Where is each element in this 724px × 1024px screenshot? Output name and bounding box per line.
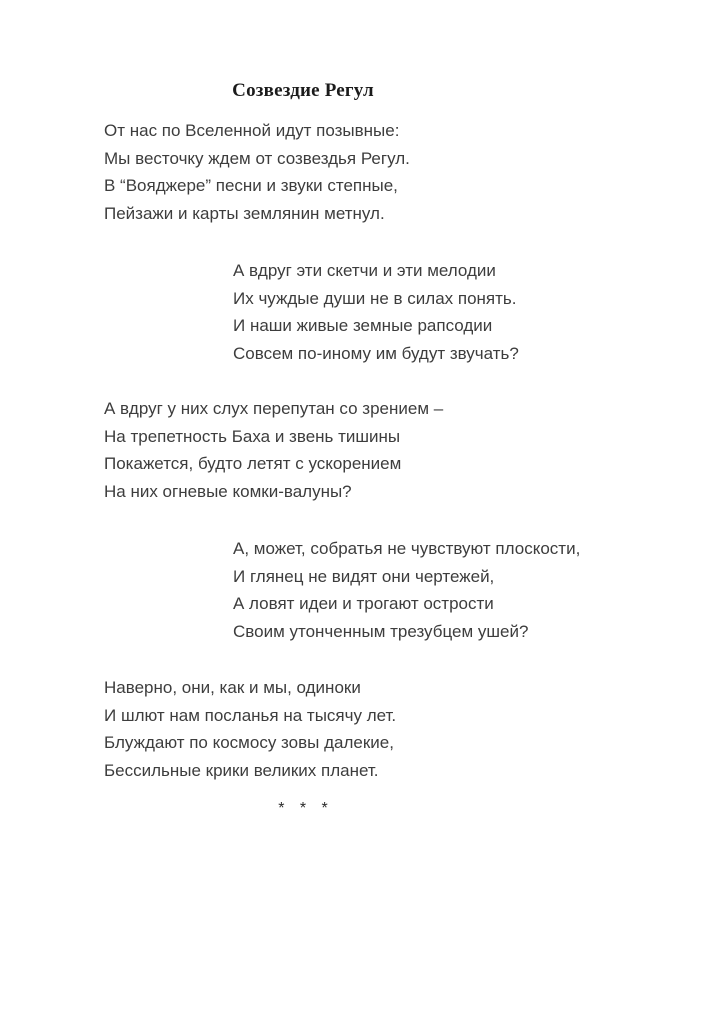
poem-line: На трепетность Баха и звень тишины (104, 426, 401, 446)
poem-stanza-4 (233, 535, 580, 645)
poem-line: А вдруг у них слух перепутан со зрением – (104, 399, 444, 418)
poem-line: Наверно, они, как и мы, одиноки (104, 678, 361, 697)
poem-line: Блуждают по космосу зовы далекие, (104, 733, 394, 752)
poem-stanza-2 (233, 257, 519, 367)
poem-line: А, может, собратья не чувствуют плоскости, (233, 539, 581, 558)
poem-line: Покажется, будто летят с ускорением (104, 454, 402, 473)
poem-line: В “Вояджере” песни и звуки степные, (104, 176, 398, 195)
poem-line: И наши живые земные рапсодии (233, 316, 493, 335)
poem-line: Совсем по-иному им будут звучать? (233, 343, 519, 363)
poem-line: И шлют нам посланья на тысячу лет. (104, 705, 397, 725)
poem-line: И глянец не видят они чертежей, (233, 566, 495, 586)
poem-stanza-3 (104, 395, 443, 505)
poem-line: Бессильные крики великих планет. (104, 760, 379, 780)
poem-title: Созвездие Регул (232, 79, 374, 101)
poem-line: Мы весточку ждем от созвездья Регул. (104, 148, 410, 168)
poem-line: А вдруг эти скетчи и эти мелодии (233, 261, 496, 280)
poem-stanza-1 (104, 117, 410, 227)
asterisk-separator: * * * (278, 800, 328, 817)
poem-line: Пейзажи и карты землянин метнул. (104, 203, 385, 223)
poem-line: На них огневые комки-валуны? (104, 481, 352, 501)
poem-line: А ловят идеи и трогают острости (233, 594, 494, 613)
poem-line: Своим утонченным трезубцем ушей? (233, 621, 529, 641)
poem-stanza-5 (104, 674, 396, 784)
poem-line: От нас по Вселенной идут позывные: (104, 121, 400, 140)
poem-line: Их чуждые души не в силах понять. (233, 288, 517, 308)
